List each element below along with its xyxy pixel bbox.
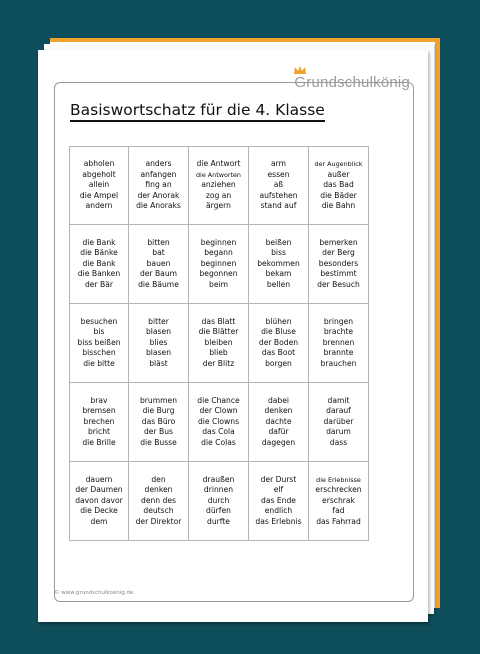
word: das Fahrrad bbox=[316, 516, 361, 526]
word: dem bbox=[90, 516, 108, 526]
word-cell bbox=[249, 146, 309, 225]
word: elf bbox=[273, 485, 284, 495]
word: blühen bbox=[265, 316, 292, 326]
word: begann bbox=[204, 248, 233, 258]
word: denken bbox=[264, 406, 293, 416]
word-cell bbox=[189, 304, 249, 383]
word: die Bäder bbox=[320, 190, 357, 200]
word: brechen bbox=[83, 416, 115, 426]
word: begonnen bbox=[199, 269, 238, 279]
word: denn des bbox=[141, 495, 176, 505]
word: bemerken bbox=[319, 237, 358, 247]
word: der Durst bbox=[260, 474, 297, 484]
word: allein bbox=[88, 180, 110, 190]
word: dass bbox=[329, 437, 348, 447]
word: brannte bbox=[323, 348, 354, 358]
word: der Baum bbox=[139, 269, 178, 279]
word: durch bbox=[207, 495, 230, 505]
page-title: Basiswortschatz für die 4. Klasse bbox=[70, 101, 325, 122]
crown-icon bbox=[294, 66, 306, 75]
word: bauen bbox=[146, 258, 171, 268]
word: andern bbox=[85, 201, 113, 211]
word: stand auf bbox=[260, 201, 297, 211]
word: anders bbox=[145, 159, 172, 169]
word: denken bbox=[144, 485, 173, 495]
word: blies bbox=[149, 337, 168, 347]
word: blieb bbox=[209, 348, 228, 358]
word-cell bbox=[129, 225, 189, 304]
word-cell bbox=[189, 146, 249, 225]
word: arm bbox=[270, 159, 287, 169]
word-cell bbox=[129, 304, 189, 383]
footer-copyright: © www.grundschulkoenig.de bbox=[54, 590, 134, 596]
word: der Daumen bbox=[75, 485, 123, 495]
word: bat bbox=[152, 248, 165, 258]
word: dafür bbox=[268, 427, 289, 437]
word-cell bbox=[249, 304, 309, 383]
word: dauern bbox=[85, 474, 113, 484]
word: beginnen bbox=[200, 258, 237, 268]
word: die Bank bbox=[82, 258, 116, 268]
word: beim bbox=[209, 279, 228, 289]
word: die Busse bbox=[140, 437, 177, 447]
word: endlich bbox=[264, 506, 293, 516]
word: den bbox=[151, 474, 166, 484]
worksheet-page bbox=[38, 50, 428, 622]
word: die Decke bbox=[80, 506, 118, 516]
word: biss beißen bbox=[77, 337, 121, 347]
word: die Bahn bbox=[321, 201, 356, 211]
word: blasen bbox=[145, 348, 172, 358]
word: borgen bbox=[265, 358, 292, 368]
word: die Anoraks bbox=[136, 201, 181, 211]
word: die Bank bbox=[82, 237, 116, 247]
word: das Ende bbox=[261, 495, 296, 505]
word: anfangen bbox=[140, 169, 177, 179]
word: bekam bbox=[265, 269, 292, 279]
word: abholen bbox=[83, 159, 115, 169]
word: dabei bbox=[267, 395, 290, 405]
word: der Direktor bbox=[135, 516, 182, 526]
word: das Blatt bbox=[201, 316, 236, 326]
word: die Burg bbox=[142, 406, 175, 416]
word: die Chance bbox=[197, 395, 240, 405]
word: besuchen bbox=[80, 316, 118, 326]
word: bleiben bbox=[204, 337, 233, 347]
word: darüber bbox=[323, 416, 354, 426]
word: das Bad bbox=[323, 180, 354, 190]
word: bläst bbox=[149, 358, 168, 368]
word: die Brille bbox=[82, 437, 116, 447]
word-cell bbox=[309, 146, 369, 225]
word: bestimmt bbox=[320, 269, 357, 279]
word: brennen bbox=[322, 337, 355, 347]
word: der Augenblick bbox=[314, 160, 363, 169]
word-cell bbox=[309, 304, 369, 383]
word: die Bäume bbox=[138, 279, 179, 289]
word: darauf bbox=[326, 406, 351, 416]
word: dagegen bbox=[261, 437, 296, 447]
word: die Bluse bbox=[261, 327, 296, 337]
word: das Cola bbox=[202, 427, 235, 437]
word: der Bus bbox=[143, 427, 173, 437]
word: damit bbox=[327, 395, 350, 405]
word: der Boden bbox=[258, 337, 299, 347]
word: die bitte bbox=[83, 358, 115, 368]
word: essen bbox=[267, 169, 290, 179]
word-cell bbox=[129, 383, 189, 462]
word: die Colas bbox=[201, 437, 236, 447]
word: bremsen bbox=[82, 406, 116, 416]
word: das Erlebnis bbox=[255, 516, 302, 526]
word: die Blätter bbox=[198, 327, 239, 337]
word-cell bbox=[129, 146, 189, 225]
word: das Boot bbox=[261, 348, 296, 358]
word: bringen bbox=[323, 316, 354, 326]
word: blasen bbox=[145, 327, 172, 337]
word-cell bbox=[69, 304, 129, 383]
word: anziehen bbox=[201, 180, 236, 190]
word: die Clowns bbox=[197, 416, 240, 426]
word: dachte bbox=[265, 416, 292, 426]
word-cell bbox=[189, 225, 249, 304]
word: beißen bbox=[265, 237, 292, 247]
word-cell bbox=[69, 462, 129, 541]
word: deutsch bbox=[143, 506, 174, 516]
word: bis bbox=[93, 327, 105, 337]
word-cell bbox=[309, 462, 369, 541]
word-cell bbox=[249, 225, 309, 304]
word: darum bbox=[326, 427, 351, 437]
word: besonders bbox=[318, 258, 359, 268]
word: die Erlebnisse bbox=[316, 475, 361, 484]
word: fad bbox=[332, 506, 345, 516]
word-cell bbox=[309, 383, 369, 462]
word-cell bbox=[69, 225, 129, 304]
word: bellen bbox=[266, 279, 291, 289]
word: bitter bbox=[148, 316, 169, 326]
word: erschrecken bbox=[315, 485, 362, 495]
word: brav bbox=[90, 395, 108, 405]
word: die Banken bbox=[77, 269, 121, 279]
word-cell bbox=[189, 383, 249, 462]
word: bisschen bbox=[82, 348, 116, 358]
word: der Besuch bbox=[317, 279, 360, 289]
word-cell bbox=[69, 383, 129, 462]
word-grid bbox=[69, 146, 369, 541]
word: brauchen bbox=[320, 358, 357, 368]
word: die Antworten bbox=[196, 170, 241, 179]
word: erschrak bbox=[322, 495, 355, 505]
word: aß bbox=[273, 180, 284, 190]
word: davon davor bbox=[75, 495, 123, 505]
word: der Bär bbox=[84, 279, 113, 289]
word: bitten bbox=[147, 237, 170, 247]
word: brachte bbox=[323, 327, 354, 337]
word: die Ampel bbox=[79, 190, 119, 200]
word: bricht bbox=[87, 427, 111, 437]
logo-text: Grundschulkönig bbox=[294, 74, 410, 91]
word: die Bänke bbox=[80, 248, 118, 258]
word-cell bbox=[129, 462, 189, 541]
word: beginnen bbox=[200, 237, 237, 247]
word: bekommen bbox=[257, 258, 300, 268]
word: zog an bbox=[205, 190, 232, 200]
word: aufstehen bbox=[259, 190, 298, 200]
word-cell bbox=[69, 146, 129, 225]
word: drinnen bbox=[203, 485, 234, 495]
word-cell bbox=[249, 462, 309, 541]
word: draußen bbox=[202, 474, 235, 484]
word: dürfen bbox=[206, 506, 231, 516]
brand-logo bbox=[294, 74, 410, 91]
word: das Büro bbox=[141, 416, 176, 426]
word: der Berg bbox=[322, 248, 355, 258]
word-cell bbox=[309, 225, 369, 304]
word: ärgern bbox=[206, 201, 231, 211]
word: der Blitz bbox=[202, 358, 235, 368]
word: fing an bbox=[145, 180, 172, 190]
word: die Antwort bbox=[196, 159, 241, 169]
word: abgeholt bbox=[82, 169, 116, 179]
word: durfte bbox=[207, 516, 230, 526]
word: außer bbox=[327, 169, 350, 179]
word-cell bbox=[189, 462, 249, 541]
word: der Anorak bbox=[137, 190, 180, 200]
word: biss bbox=[271, 248, 286, 258]
word: der Clown bbox=[199, 406, 238, 416]
word-cell bbox=[249, 383, 309, 462]
word: brummen bbox=[139, 395, 178, 405]
